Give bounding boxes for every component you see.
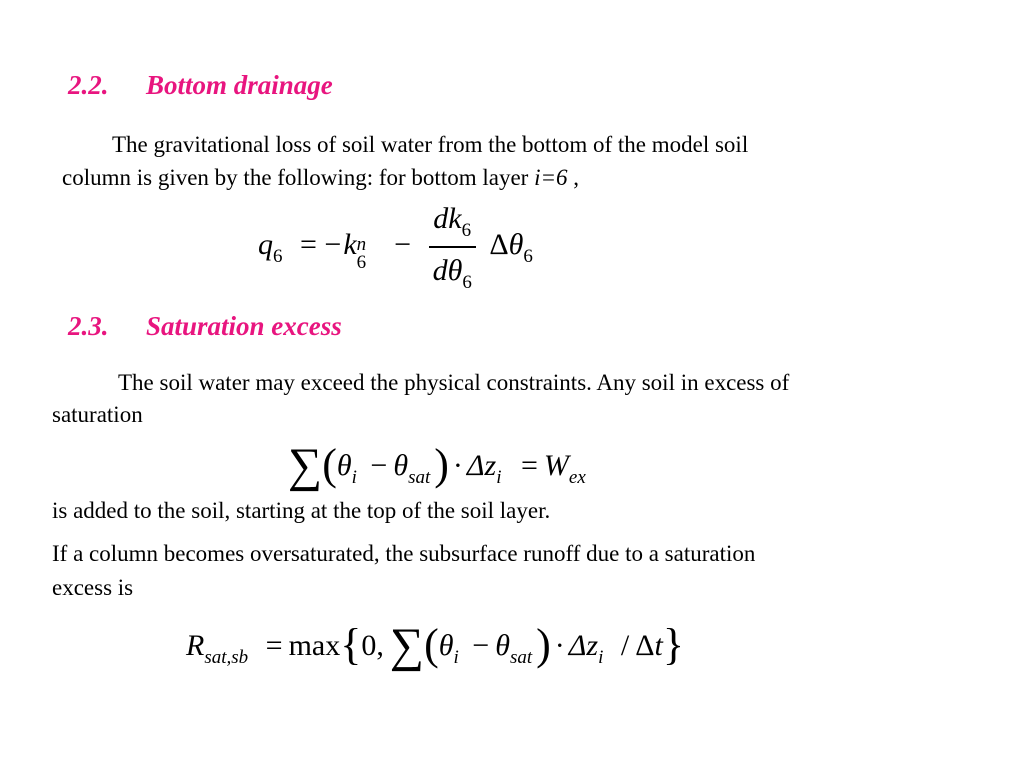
eq-num-sub: 6 (461, 220, 472, 241)
eq-theta-sat: θ (393, 449, 409, 482)
eq-theta-i: θ (336, 449, 352, 482)
eq-sub-i: i (453, 647, 459, 668)
eq-sub-z: i (496, 467, 502, 488)
eq-zero: 0, (361, 629, 384, 662)
section-number: 2.3. (68, 311, 109, 341)
paragraph-added-to-soil: is added to the soil, starting at the top of the soil layer. (52, 498, 551, 523)
eq-lparen: ( (424, 620, 439, 669)
eq-k: k (343, 227, 357, 261)
eq-equals: = (265, 629, 283, 662)
eq-equals-minus: = − (300, 227, 342, 261)
eq-theta-sub: 6 (523, 245, 533, 267)
eq-sub-i: i (351, 467, 357, 488)
eq-den-d: d (432, 254, 448, 287)
equation-drainage (258, 200, 533, 294)
eq-k-sup: n (356, 233, 367, 255)
section-title: Saturation excess (146, 311, 342, 341)
eq-sub-R: sat,sb (204, 647, 249, 668)
eq-slash: / (620, 629, 630, 662)
paragraph-oversaturated-line2: excess is (52, 575, 134, 600)
eq-theta-i: θ (438, 629, 454, 662)
eq-rbrace: } (662, 620, 684, 669)
paragraph-oversaturated-line1: If a column becomes oversaturated, the subsurface runoff due to a saturation (52, 541, 756, 566)
eq-equals: = (521, 449, 538, 482)
eq-sum-symbol: ∑ (389, 619, 425, 672)
eq-lbrace: { (340, 620, 362, 669)
eq-k-sub: 6 (356, 251, 367, 273)
eq-den-theta: θ (447, 254, 463, 287)
section-heading-saturation-excess (68, 311, 342, 342)
eq-minus: − (370, 449, 388, 482)
section-number: 2.2. (68, 70, 109, 100)
equation-runoff (186, 612, 684, 672)
eq-W: W (543, 449, 569, 482)
eq-sub-sat: sat (408, 467, 431, 488)
eq-theta-sat: θ (495, 629, 510, 662)
eq-sum-symbol: ∑ (288, 439, 323, 492)
eq-R: R (186, 629, 205, 662)
section-heading-bottom-drainage (68, 70, 333, 101)
eq-max: max (288, 629, 341, 662)
eq-sub-sat: sat (509, 647, 533, 668)
layer-variable: i=6 (534, 165, 568, 190)
eq-num-d: d (433, 202, 449, 235)
eq-minus: − (472, 629, 490, 662)
eq-dot: · (554, 629, 565, 662)
eq-t: t (654, 629, 663, 662)
eq-sub-ex: ex (568, 467, 586, 488)
paragraph-end: , (567, 165, 579, 190)
eq-dot: · (452, 449, 463, 482)
eq-delta-z: Δz (466, 449, 497, 482)
paragraph-text: column is given by the following: for bottom layer (62, 165, 535, 190)
paragraph-saturation-line1: The soil water may exceed the physical constraints. Any soil in excess of (118, 370, 790, 395)
eq-theta: θ (508, 227, 524, 261)
eq-den-sub: 6 (462, 272, 472, 293)
paragraph-saturation-line2: saturation (52, 402, 143, 427)
eq-num-k: k (448, 202, 462, 235)
eq-q-sub: 6 (273, 245, 283, 267)
eq-fraction (429, 200, 476, 294)
eq-rparen: ) (434, 440, 449, 489)
eq-sub-z: i (598, 647, 604, 668)
eq-delta-z: Δz (568, 629, 599, 662)
eq-rparen: ) (536, 620, 551, 669)
eq-q: q (258, 227, 273, 261)
equation-wex (288, 432, 586, 492)
eq-minus: − (394, 227, 412, 261)
paragraph-drainage-line2 (62, 161, 579, 194)
eq-lparen: ( (322, 440, 337, 489)
section-title: Bottom drainage (146, 70, 333, 100)
eq-delta: Δ (635, 629, 655, 662)
paragraph-drainage-line1: The gravitational loss of soil water from the bottom of the model soil (112, 132, 749, 157)
eq-delta: Δ (489, 227, 509, 261)
